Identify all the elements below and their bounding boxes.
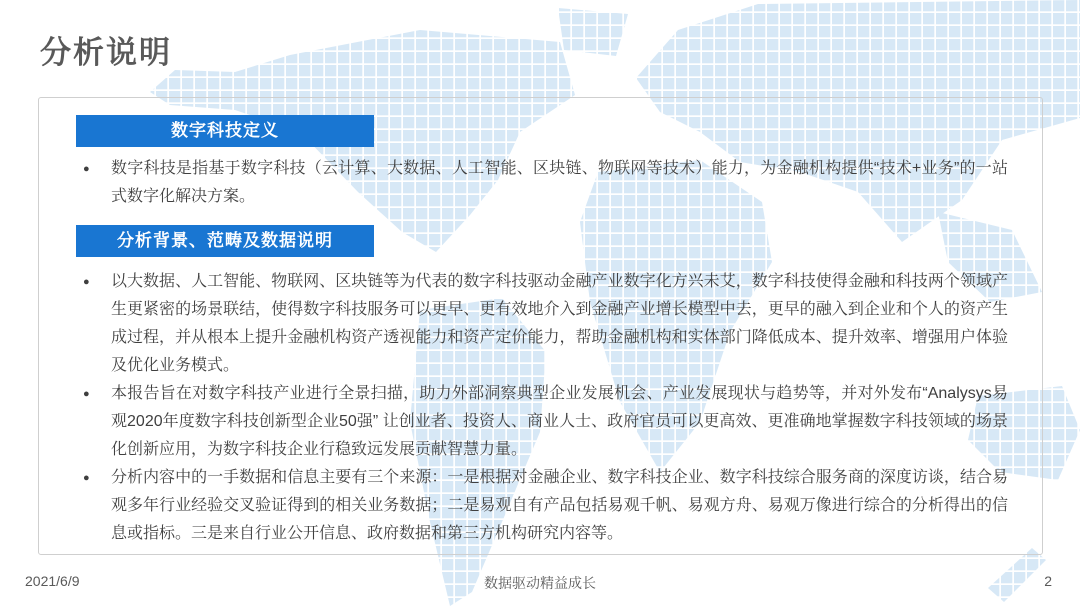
background-bullet-list [39,268,1042,548]
page-title: 分析说明 [40,35,172,70]
list-item [39,268,1042,380]
bullet-icon: ● [83,472,90,484]
footer-date: 2021/6/9 [25,573,80,589]
content-card [38,97,1043,555]
footer-slogan: 数据驱动精益成长 [484,575,596,591]
bullet-text: 分析内容中的一手数据和信息主要有三个来源：一是根据对金融企业、数字科技企业、数字科技综合服务商的深度访谈，结合易观多年行业经验交叉验证得到的相关业务数据；二是易观自有产品包括易观千帆、易观方舟、易观万像进行综合的分析得出的信息或指标。三是来自行业公开信息、政府数据和第三方机构研究内容等。 [111,469,1008,542]
section-header-background: 分析背景、范畴及数据说明 [76,225,374,257]
bullet-text: 以大数据、人工智能、物联网、区块链等为代表的数字科技驱动金融产业数字化方兴未艾，数字科技使得金融和科技两个领域产生更紧密的场景联结，使得数字科技服务可以更早、更有效地介入到金融产业增长模型中去，更早的融入到企业和个人的资产生成过程，并从根本上提升金融机构资产透视能力和资产定价能力，帮助金融机构和实体部门降低成本、提升效率、增强用户体验及优化业务模式。 [111,273,1008,374]
bullet-icon: ● [83,163,90,175]
list-item [39,464,1042,548]
bullet-text: 数字科技是指基于数字科技（云计算、大数据、人工智能、区块链、物联网等技术）能力，为金融机构提供“技术+业务”的一站式数字化解决方案。 [111,160,1008,205]
list-item [39,380,1042,464]
bullet-text: 本报告旨在对数字科技产业进行全景扫描，助力外部洞察典型企业发展机会、产业发展现状与趋势等，并对外发布“Analysys易观2020年度数字科技创新型企业50强” 让创业者、投资人、商业人士、政府官员可以更高效、更准确地掌握数字科技领域的场景化创新应用，为数字科技企业行稳致远发展贡献智慧力量。 [111,385,1008,458]
list-item [39,155,1042,211]
page-number: 2 [1044,573,1052,589]
section-header-definition: 数字科技定义 [76,115,374,147]
definition-bullet-list [39,155,1042,211]
bullet-icon: ● [83,388,90,400]
bullet-icon: ● [83,276,90,288]
